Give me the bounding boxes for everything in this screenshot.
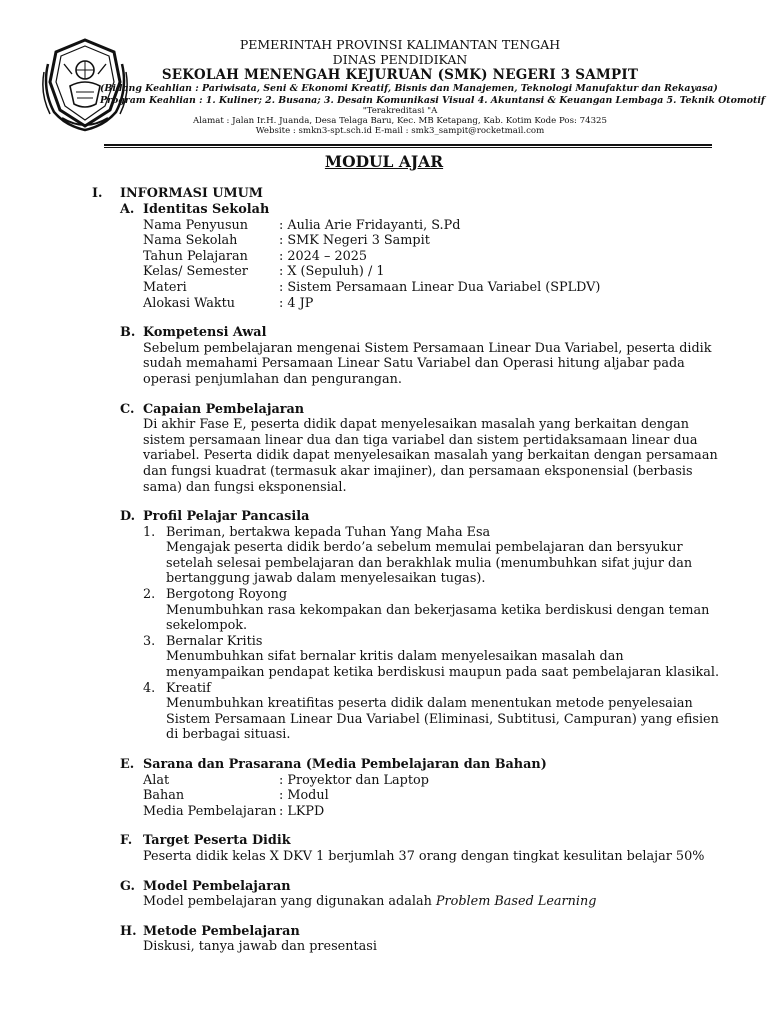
identity-key: Alokasi Waktu	[143, 295, 235, 311]
facility-key: Media Pembelajaran	[143, 803, 277, 819]
subsection-title: Metode Pembelajaran	[143, 923, 300, 939]
address: Alamat : Jalan Ir.H. Juanda, Desa Telaga Baru, Kec. MB Ketapang, Kab. Kotim Kode Pos: 74325	[192, 115, 607, 126]
paragraph: Sebelum pembelajaran mengenai Sistem Persamaan Linear Dua Variabel, peserta didik sudah memahami Persamaan Linear Satu Variabel dan Operasi hitung aljabar pada operasi penjumlahan dan pengurangan.	[143, 340, 712, 387]
facility-key: Bahan	[143, 788, 185, 804]
agency-name: DINAS PENDIDIKAN	[332, 51, 468, 67]
list-item-description: Menumbuhkan rasa kekompakan dan bekerjasama ketika berdiskusi dengan teman sekelompok.	[166, 602, 710, 634]
identity-key: Kelas/ Semester	[143, 264, 248, 280]
subsection-a	[0, 202, 768, 218]
website-email: Website : smkn3-spt.sch.id E-mail : smk3_sampit@rocketmail.com	[255, 125, 545, 136]
list-item-title: Bergotong Royong	[166, 587, 288, 603]
identity-key: Nama Sekolah	[143, 233, 238, 249]
subsection-title: Identitas Sekolah	[143, 202, 270, 217]
subsection-c	[0, 402, 768, 418]
identity-row	[0, 233, 768, 249]
subsection-letter: G.	[120, 878, 135, 894]
subsection-e	[0, 757, 768, 773]
accreditation: "Terakreditasi "A	[362, 105, 438, 116]
facility-value: : Proyektor dan Laptop	[279, 772, 429, 788]
list-item-description: Mengajak peserta didik berdo’a sebelum memulai pembelajaran dan bersyukur setelah selesai pembelajaran dan berakhlak mulia (menumbuhkan sifat jujur dan bertanggung jawab dalam menyelesaikan tugas).	[166, 540, 693, 587]
identity-value: : X (Sepuluh) / 1	[279, 264, 385, 280]
subsection-title: Sarana dan Prasarana (Media Pembelajaran dan Bahan)	[143, 757, 547, 772]
list-item-title: Beriman, bertakwa kepada Tuhan Yang Maha Esa	[166, 524, 491, 540]
identity-value: : Aulia Arie Fridayanti, S.Pd	[279, 217, 461, 233]
subsection-d	[0, 509, 768, 525]
facility-row	[0, 788, 768, 804]
list-item	[0, 525, 768, 541]
letterhead-divider-thin	[104, 147, 712, 148]
list-number: 3.	[143, 633, 156, 649]
identity-value: : 4 JP	[279, 295, 314, 311]
facility-key: Alat	[143, 772, 170, 788]
subsection-letter: D.	[120, 509, 136, 525]
subsection-b	[0, 325, 768, 341]
identity-key: Nama Penyusun	[143, 217, 249, 233]
section-title: INFORMASI UMUM	[120, 186, 263, 201]
document-body	[0, 186, 768, 955]
subsection-title: Capaian Pembelajaran	[143, 401, 305, 417]
letterhead-divider	[104, 144, 712, 146]
subsection-letter: B.	[120, 325, 136, 341]
identity-value: : Sistem Persamaan Linear Dua Variabel (SPLDV)	[279, 279, 601, 295]
facility-value: : LKPD	[279, 803, 325, 819]
subsection-title: Kompetensi Awal	[143, 325, 267, 341]
identity-value: : SMK Negeri 3 Sampit	[279, 233, 430, 249]
subsection-letter: H.	[120, 923, 137, 939]
list-item	[0, 681, 768, 697]
identity-row	[0, 264, 768, 280]
school-name: SEKOLAH MENENGAH KEJURUAN (SMK) NEGERI 3 SAMPIT	[161, 66, 639, 83]
government-name: PEMERINTAH PROVINSI KALIMANTAN TENGAH	[239, 37, 561, 52]
letterhead	[100, 37, 765, 136]
subsection-title: Model Pembelajaran	[143, 878, 291, 894]
learning-model-name: Problem Based Learning	[435, 894, 597, 910]
section-number: I.	[92, 186, 103, 201]
identity-row	[0, 296, 768, 312]
list-item-description: Menumbuhkan kreatifitas peserta didik dalam menentukan metode penyelesaian Sistem Persamaan Linear Dua Variabel (Eliminasi, Subtitusi, Campuran) yang efisien di berbagai situasi.	[166, 696, 719, 743]
list-item	[0, 587, 768, 603]
list-item-title: Bernalar Kritis	[166, 633, 263, 649]
identity-row	[0, 218, 768, 234]
paragraph-text: Model pembelajaran yang digunakan adalah	[143, 894, 436, 910]
subsection-f	[0, 833, 768, 849]
identity-key: Materi	[143, 279, 187, 295]
facility-row	[0, 804, 768, 820]
identity-key: Tahun Pelajaran	[143, 248, 248, 264]
document-title: MODUL AJAR	[324, 152, 444, 171]
paragraph	[0, 894, 768, 910]
identity-row	[0, 249, 768, 265]
subsection-title: Profil Pelajar Pancasila	[143, 509, 310, 525]
facility-value: : Modul	[279, 788, 329, 804]
paragraph: Di akhir Fase E, peserta didik dapat menyelesaikan masalah yang berkaitan dengan sistem persamaan linear dua dan tiga variabel dan sistem pertidaksamaan linear dua variabel. Peserta didik dapat menyelesaikan masalah yang berkaitan dengan persamaan dan fungsi kuadrat (termasuk akar imajiner), dan persamaan eksponensial (berbasis sama) dan fungsi eksponensial.	[143, 417, 718, 495]
paragraph: Peserta didik kelas X DKV 1 berjumlah 37 orang dengan tingkat kesulitan belajar 50%	[143, 848, 705, 864]
identity-row	[0, 280, 768, 296]
section-heading	[0, 186, 768, 202]
subsection-title: Target Peserta Didik	[143, 833, 291, 849]
facility-row	[0, 773, 768, 789]
list-item-description: Menumbuhkan sifat bernalar kritis dalam menyelesaikan masalah dan menyampaikan pendapat ketika berdiskusi maupun pada saat pembelajaran klasikal.	[166, 649, 720, 681]
subsection-h	[0, 924, 768, 940]
expertise-programs: Program Keahlian : 1. Kuliner; 2. Busana; 3. Desain Komunikasi Visual 4. Akuntansi & Keuangan Lembaga 5. Teknik Otomotif	[100, 94, 765, 106]
identity-value: : 2024 – 2025	[279, 248, 368, 264]
subsection-letter: C.	[120, 401, 135, 417]
subsection-letter: E.	[120, 757, 135, 772]
paragraph: Diskusi, tanya jawab dan presentasi	[143, 939, 377, 955]
list-item-title: Kreatif	[166, 680, 211, 696]
field-of-expertise: (Bidang Keahlian : Pariwisata, Seni & Ekonomi Kreatif, Bisnis dan Manajemen, Teknologi Manufaktur dan Rekayasa)	[100, 83, 718, 95]
list-number: 4.	[143, 680, 156, 696]
subsection-letter: A.	[120, 202, 135, 217]
list-number: 2.	[143, 587, 156, 603]
list-item	[0, 634, 768, 650]
list-number: 1.	[143, 524, 156, 540]
subsection-g	[0, 879, 768, 895]
subsection-letter: F.	[120, 833, 133, 849]
